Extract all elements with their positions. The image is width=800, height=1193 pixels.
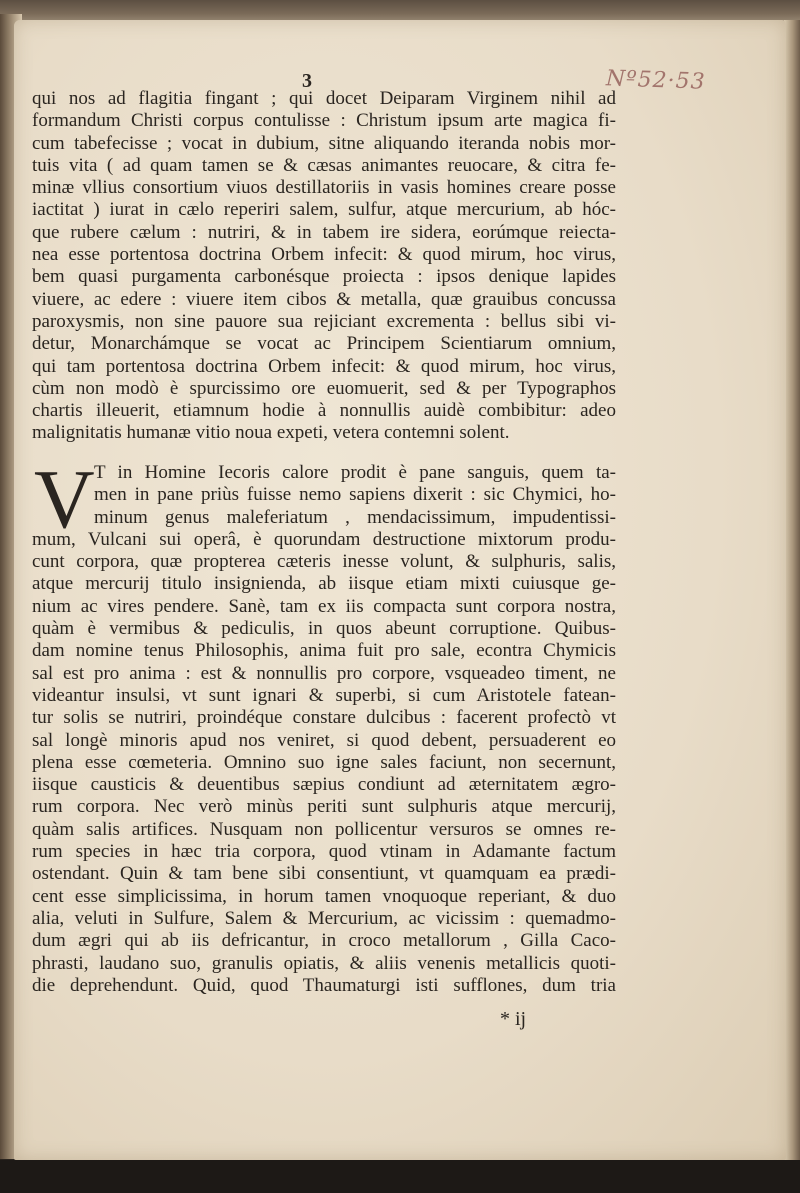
text-line: nium ac vires pendere. Sanè, tam ex iis compacta sunt corpora nostra, [32,595,616,617]
text-line: paroxysmis, non sine pauore sua rejiciant excrementa : bellus sibi vi- [32,310,616,332]
text-line: cùm non modò è spurcissimo ore euomuerit, sed & per Typographos [32,377,616,399]
text-line: viuere, ac edere : viuere item cibos & metalla, quæ grauibus concussa [32,288,616,310]
text-line: sal longè minoris apud nos veniret, si quod debent, persuaderent eo [32,729,616,751]
text-line: phrasti, laudano suo, granulis opiatis, & aliis venenis metallicis quoti- [32,952,616,974]
text-line: cunt corpora, quæ propterea cæteris inesse volunt, & sulphuris, salis, [32,551,616,573]
text-line: atque mercurij titulo insignienda, ab iisque etiam mixti cuiusque ge- [32,573,616,595]
text-line: alia, veluti in Sulfure, Salem & Mercurium, ac vicissim : quemadmo- [32,907,616,929]
text-line: quàm è vermibus & pediculis, in quos abeunt corruptione. Quibus- [32,618,616,640]
text-line: dam nomine tenus Philosophis, anima fuit pro sale, econtra Chymicis [32,640,616,662]
scan-background [0,1160,800,1193]
text-line: bem quasi purgamenta carbonésque proiecta : ipsos denique lapides [32,266,616,288]
text-line: qui nos ad flagitia fingant ; qui docet Deiparam Virginem nihil ad [32,88,616,109]
text-line: tuis vita ( ad quam tamen se & cæsas animantes reuocare, & citra fe- [32,154,616,176]
text-line: detur, Monarchámque se vocat ac Principem Scientiarum omnium, [32,333,616,355]
text-line: que rubere cælum : nutriri, & in tabem ire sidera, eorúmque reiecta- [32,221,616,243]
text-line: ostendant. Quin & tam bene sibi consentiunt, vt quamquam ea prædi- [32,863,616,885]
text-line: qui tam portentosa doctrina Orbem infecit: & quod mirum, hoc virus, [32,355,616,377]
signature-mark: * ij [500,1008,527,1030]
text-line: quàm salis artifices. Nusquam non pollicentur versuros se omnes re- [32,818,616,840]
text-line: mum, Vulcani sui operâ, è quorundam destructione mixtorum produ- [32,528,616,550]
text-line: minæ vllius consortium viuos destillatoriis in vasis homines creare posse [32,177,616,199]
text-line: malignitatis humanæ vitio noua expeti, vetera contemni solent. [32,422,510,444]
page-number: 3 [302,70,312,92]
text-line: iisque causticis & deuentibus sæpius condiunt ad æternitatem ægro- [32,774,616,796]
text-line: die deprehendunt. Quid, quod Thaumaturgi isti sufflones, dum tria [32,974,616,996]
text-line: rum species in hæc tria corpora, quod vtinam in Adamante factum [32,841,616,863]
book-fore-edge [784,20,800,1170]
text-line: cum tabefecisse ; vocat in dubium, sitne aliquando iteranda nobis mor- [32,132,616,154]
paragraph-continued [32,88,616,445]
text-line: sal est pro anima : est & nonnullis pro corpore, vsqueadeo timent, ne [32,662,616,684]
text-line: nea esse portentosa doctrina Orbem infecit: & quod mirum, hoc virus, [32,244,616,266]
text-line: cent esse simplicissima, in horum tamen vnoquoque reperiant, & duo [32,885,616,907]
text-line: minum genus maleferiatum , mendacissimum, impudentissi- [94,506,616,528]
text-line: formandum Christi corpus contulisse : Christum ipsum arte magica fi- [32,110,616,132]
text-line: plena esse cœmeteria. Omnino suo igne sales faciunt, non secernunt, [32,751,616,773]
drop-cap: V [34,453,95,546]
text-line: chartis illeuerit, etiamnum hodie à nonnullis auidè combibitur: adeo [32,400,616,422]
text-line: videantur insulsi, vt sunt ignari & superbi, si cum Aristotele fatean- [32,684,616,706]
text-line: iactitat ) iurat in cælo reperiri salem, sulfur, atque mercurium, ab hóc- [32,199,616,221]
text-line: men in pane priùs fuisse nemo sapiens dixerit : sic Chymici, ho- [94,484,616,506]
text-line: T in Homine Iecoris calore prodit è pane sanguis, quem ta- [94,462,616,483]
text-line: rum corpora. Nec verò minùs periti sunt sulphuris atque mercurij, [32,796,616,818]
manuscript-annotation: Nº52·53 [605,66,706,95]
text-line: dum ægri qui ab iis defricantur, in croco metallorum , Gilla Caco- [32,930,616,952]
paragraph-main [32,462,616,997]
text-line: tur solis se nutriri, proindéque constare dulcibus : facerent profectò vt [32,707,616,729]
